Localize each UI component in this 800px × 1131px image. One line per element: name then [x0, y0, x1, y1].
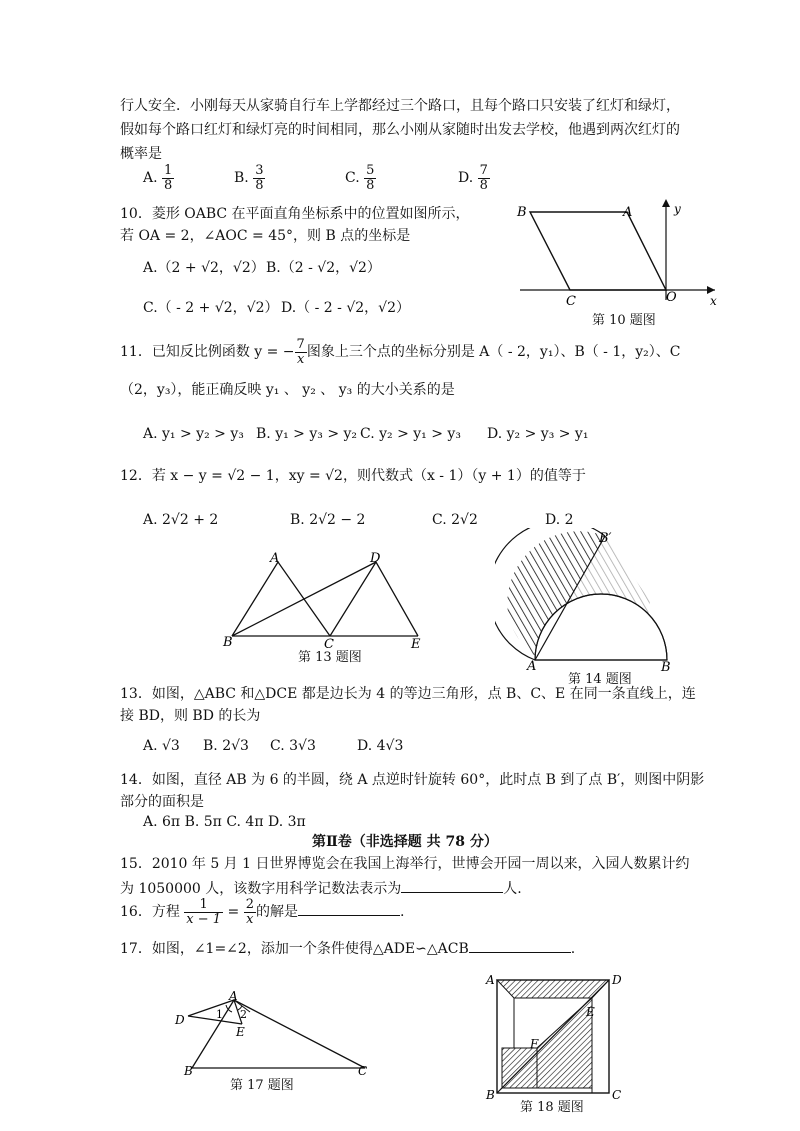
- fig10-label-c: C: [566, 294, 576, 309]
- fig13-label-c: C: [324, 637, 334, 652]
- figure-17: [170, 988, 380, 1078]
- q9-option-c: C. $\frac{5}{8}$: [345, 163, 375, 193]
- q13-line2: 接 BD，则 BD 的长为: [120, 708, 261, 724]
- q10-line1: 10．菱形 OABC 在平面直角坐标系中的位置如图所示，: [120, 206, 470, 222]
- q14-line2: 部分的面积是: [120, 794, 204, 810]
- fig10-label-a: A: [623, 205, 633, 220]
- q15-line2: 为 1050000 人，该数字用科学记数法表示为 人.: [120, 878, 522, 898]
- q10-option-a: A.（2 + √2，√2）: [143, 260, 265, 276]
- fig10-caption: 第 10 题图: [592, 313, 656, 328]
- fig18-label-d: D: [612, 973, 622, 987]
- fig18-label-f: F: [530, 1037, 539, 1051]
- q15-line1: 15．2010 年 5 月 1 日世界博览会在我国上海举行，世博会开园一周以来，入园人数累计约: [120, 856, 690, 872]
- fig14-label-bprime: B′: [599, 531, 612, 546]
- q13-option-a: A. √3: [143, 738, 180, 754]
- q12-option-d: D. 2: [545, 512, 574, 528]
- q9-option-b: B. $\frac{3}{8}$: [234, 163, 264, 193]
- fig18-label-a: A: [486, 973, 495, 987]
- fig14-label-a: A: [527, 659, 537, 673]
- fig17-label-a: A: [229, 989, 238, 1003]
- q11-option-c: C. y₂ > y₁ > y₃: [360, 426, 461, 442]
- fig18-caption: 第 18 题图: [520, 1100, 584, 1115]
- figure-13: [220, 548, 430, 658]
- fig10-label-o: O: [666, 290, 677, 305]
- fig13-label-a: A: [270, 551, 280, 566]
- q9-line2: 假如每个路口红灯和绿灯亮的时间相同，那么小刚从家随时出发去学校，他遇到两次红灯的: [120, 122, 680, 138]
- fig10-label-b: B: [517, 205, 527, 220]
- fig17-label-angle2: 2: [240, 1008, 247, 1021]
- q11-option-b: B. y₁ > y₃ > y₂: [256, 426, 358, 442]
- q11-option-a: A. y₁ > y₂ > y₃: [143, 426, 244, 442]
- q13-option-b: B. 2√3: [203, 738, 249, 754]
- fig17-label-c: C: [358, 1064, 368, 1078]
- q14-options: A. 6π B. 5π C. 4π D. 3π: [143, 814, 306, 830]
- fig14-label-b: B: [661, 660, 671, 673]
- q10-line2: 若 OA = 2，∠AOC = 45°，则 B 点的坐标是: [120, 228, 411, 244]
- q10-option-b: B.（2 - √2，√2）: [266, 260, 381, 276]
- q9-option-a: A. $\frac{1}{8}$: [143, 163, 173, 193]
- fig14-caption: 第 14 题图: [568, 672, 632, 687]
- q16-answer-blank[interactable]: [298, 901, 400, 916]
- fig17-caption: 第 17 题图: [230, 1078, 294, 1093]
- q11-line2: （2，y₃），能正确反映 y₁ 、 y₂ 、 y₃ 的大小关系的是: [120, 382, 455, 398]
- q12-option-c: C. 2√2: [432, 512, 478, 528]
- fig13-caption: 第 13 题图: [298, 650, 362, 665]
- q17-answer-blank[interactable]: [469, 938, 571, 953]
- q16-line: 16．方程 $\frac{1}{x - 1}$ = $\frac{2}{x}$ 的解是 .: [120, 897, 405, 927]
- q12-line1: 12．若 x − y = √2 − 1，xy = √2，则代数式（x - 1）（y + 1）的值等于: [120, 468, 586, 484]
- figure-18: [482, 968, 627, 1103]
- q17-line: 17．如图，∠1=∠2，添加一个条件使得△ADE∽△ACB .: [120, 938, 575, 958]
- q9-option-d: D. $\frac{7}{8}$: [458, 163, 488, 193]
- q11-option-d: D. y₂ > y₃ > y₁: [487, 426, 589, 442]
- q9-line1: 行人安全．小刚每天从家骑自行车上学都经过三个路口，且每个路口只安装了红灯和绿灯，: [120, 98, 680, 114]
- figure-14: [495, 528, 680, 673]
- fig13-label-e: E: [411, 637, 421, 652]
- q13-option-c: C. 3√3: [270, 738, 316, 754]
- section-heading: 第Ⅱ卷（非选择题 共 78 分）: [312, 834, 498, 850]
- fig17-label-d: D: [175, 1013, 185, 1027]
- q12-option-b: B. 2√2 − 2: [290, 512, 366, 528]
- q9-line3: 概率是: [120, 146, 162, 162]
- q11-line1: 11．已知反比例函数 y = − $\frac{7}{x}$ 图象上三个点的坐标分别是 A（ - 2，y₁）、B（ - 1，y₂）、C: [120, 337, 681, 367]
- fig18-label-b: B: [486, 1088, 495, 1102]
- q13-option-d: D. 4√3: [357, 738, 404, 754]
- q13-line1: 13．如图，△ABC 和△DCE 都是边长为 4 的等边三角形，点 B、C、E 在同一条直线上，连: [120, 686, 696, 702]
- fig13-label-b: B: [223, 635, 233, 650]
- fig18-label-e: E: [586, 1005, 595, 1019]
- fig17-label-angle1: 1: [216, 1008, 223, 1021]
- fig13-label-d: D: [370, 551, 381, 566]
- q10-option-c: C.（ - 2 + √2，√2）: [143, 300, 279, 316]
- fig10-label-x: x: [710, 294, 717, 308]
- fig17-label-e: E: [236, 1025, 245, 1039]
- q12-option-a: A. 2√2 + 2: [143, 512, 219, 528]
- q14-line1: 14．如图，直径 AB 为 6 的半圆，绕 A 点逆时针旋转 60°，此时点 B 到了点 B′，则图中阴影: [120, 772, 705, 788]
- q10-option-d: D.（ - 2 - √2，√2）: [281, 300, 411, 316]
- fig18-label-c: C: [612, 1088, 622, 1102]
- q15-answer-blank[interactable]: [401, 878, 503, 893]
- fig10-label-y: y: [674, 202, 681, 216]
- fig17-label-b: B: [184, 1064, 193, 1078]
